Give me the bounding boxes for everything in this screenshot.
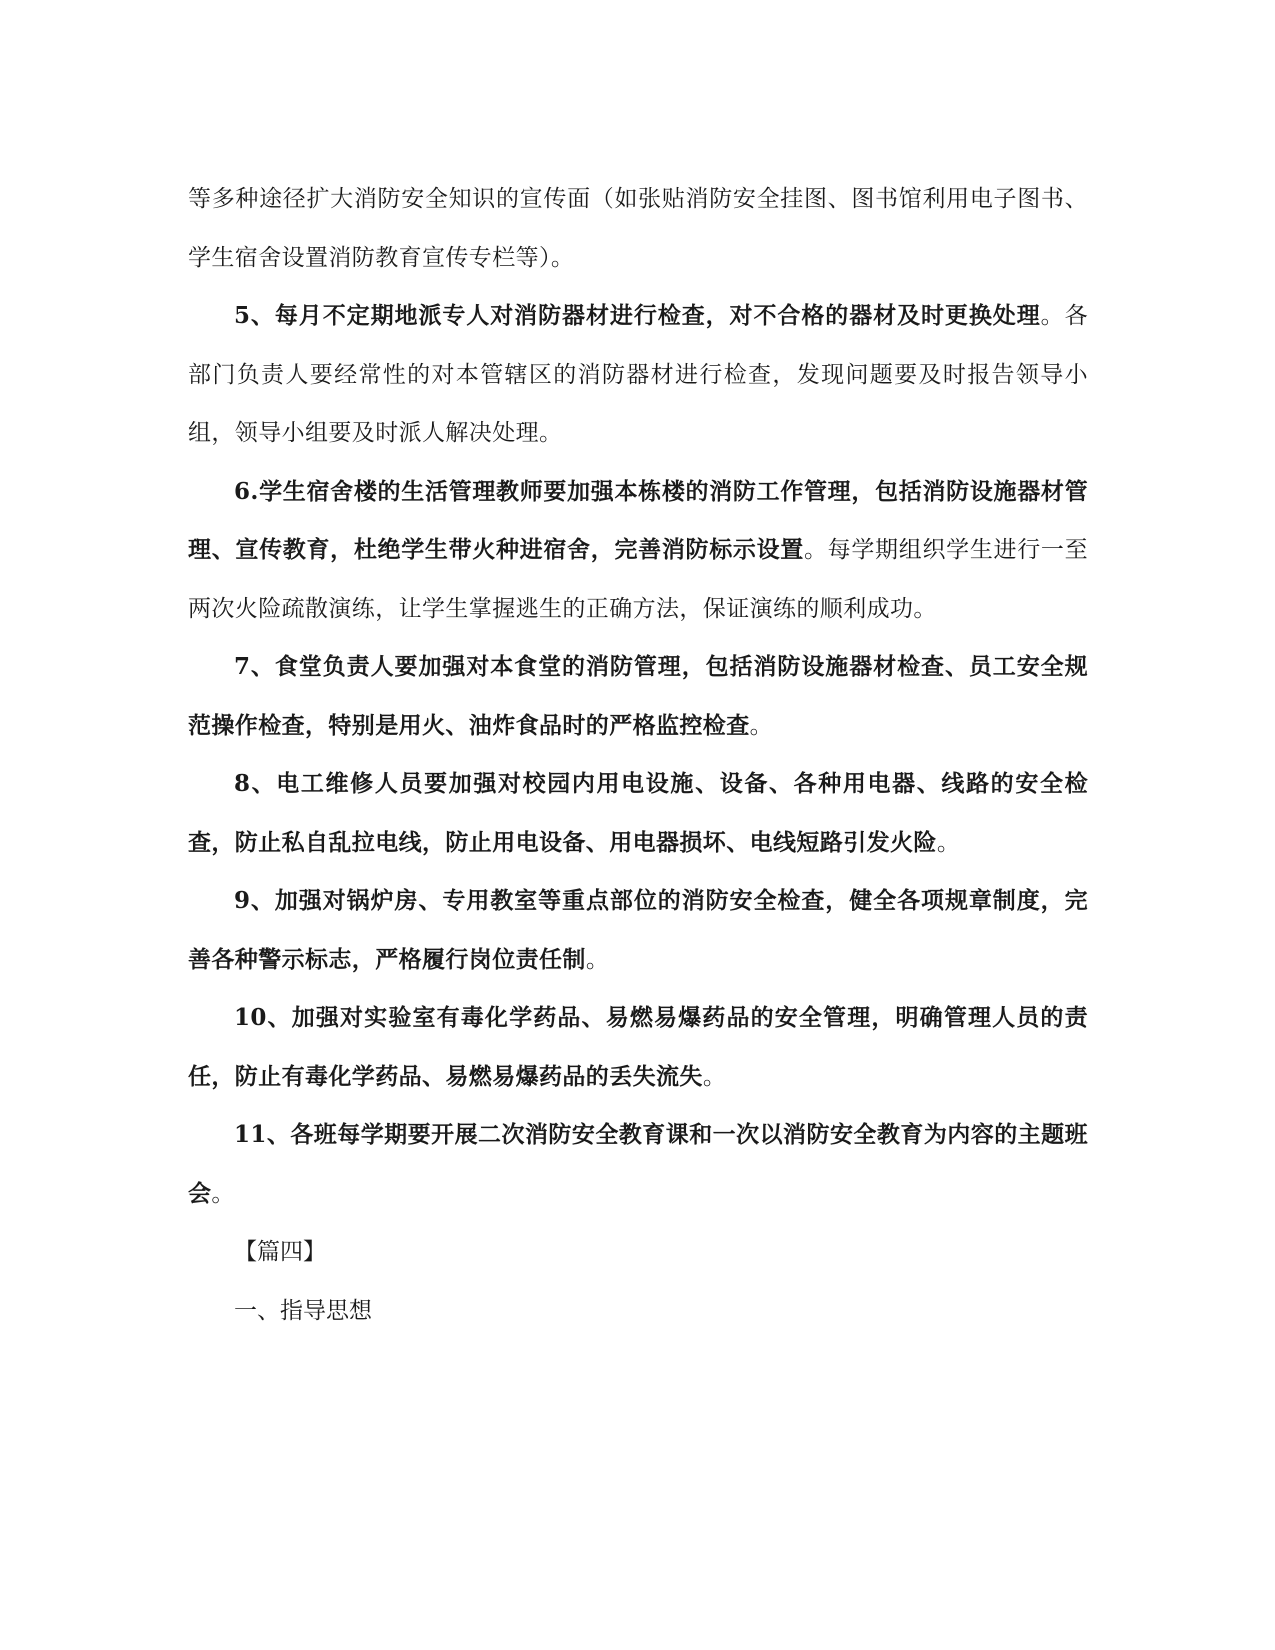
paragraph-item-9 bbox=[188, 872, 1088, 989]
paragraph-item-5 bbox=[188, 287, 1088, 463]
document-body bbox=[188, 170, 1088, 1340]
paragraph-text: 。各部门负责人要经常性的对本管辖区的消防器材进行检查，发现问题要及时报告领导小组，领导小组要及时派人解决处理。 bbox=[188, 303, 1088, 446]
paragraph-bold-text: 10、加强对实验室有毒化学药品、易燃易爆药品的安全管理，明确管理人员的责任，防止有毒化学药品、易燃易爆药品的丢失流失 bbox=[188, 1004, 1088, 1090]
paragraph-bold-text: 8、电工维修人员要加强对校园内用电设施、设备、各种用电器、线路的安全检查，防止私自乱拉电线，防止用电设备、用电器损坏、电线短路引发火险 bbox=[188, 770, 1088, 856]
paragraph-bold-text: 5、每月不定期地派专人对消防器材进行检查，对不合格的器材及时更换处理 bbox=[234, 302, 1041, 329]
subsection-title: 一、指导思想 bbox=[234, 1297, 372, 1324]
paragraph-item-8 bbox=[188, 755, 1088, 872]
paragraph-text: 。 bbox=[936, 829, 961, 856]
paragraph-bold-text: 9、加强对锅炉房、专用教室等重点部位的消防安全检查，健全各项规章制度，完善各种警示标志，严格履行岗位责任制 bbox=[188, 887, 1088, 973]
paragraph-item-10 bbox=[188, 989, 1088, 1106]
section-title: 【篇四】 bbox=[234, 1239, 326, 1265]
paragraph-bold-text: 11、各班每学期要开展二次消防安全教育课和一次以消防安全教育为内容的主题班会 bbox=[188, 1121, 1088, 1207]
paragraph-item-6 bbox=[188, 463, 1088, 639]
paragraph-text: 等多种途径扩大消防安全知识的宣传面（如张贴消防安全挂图、图书馆利用电子图书、学生宿舍设置消防教育宣传专栏等）。 bbox=[188, 186, 1088, 271]
paragraph-text: 。每学期组织学生进行一至两次火险疏散演练，让学生掌握逃生的正确方法，保证演练的顺利成功。 bbox=[188, 537, 1088, 622]
paragraph-text: 。 bbox=[749, 712, 774, 739]
paragraph-text: 。 bbox=[211, 1180, 235, 1207]
paragraph-text: 。 bbox=[585, 946, 610, 973]
paragraph-item-7 bbox=[188, 638, 1088, 755]
paragraph-bold-text: 6.学生宿舍楼的生活管理教师要加强本栋楼的消防工作管理，包括消防设施器材管理、宣传教育，杜绝学生带火种进宿舍，完善消防标示设置 bbox=[188, 477, 1088, 563]
paragraph-continued bbox=[188, 170, 1088, 287]
paragraph-bold-text: 7、食堂负责人要加强对本食堂的消防管理，包括消防设施器材检查、员工安全规范操作检查，特别是用火、油炸食品时的严格监控检查 bbox=[188, 653, 1088, 739]
paragraph-text: 。 bbox=[702, 1063, 727, 1090]
paragraph-item-11 bbox=[188, 1106, 1088, 1223]
